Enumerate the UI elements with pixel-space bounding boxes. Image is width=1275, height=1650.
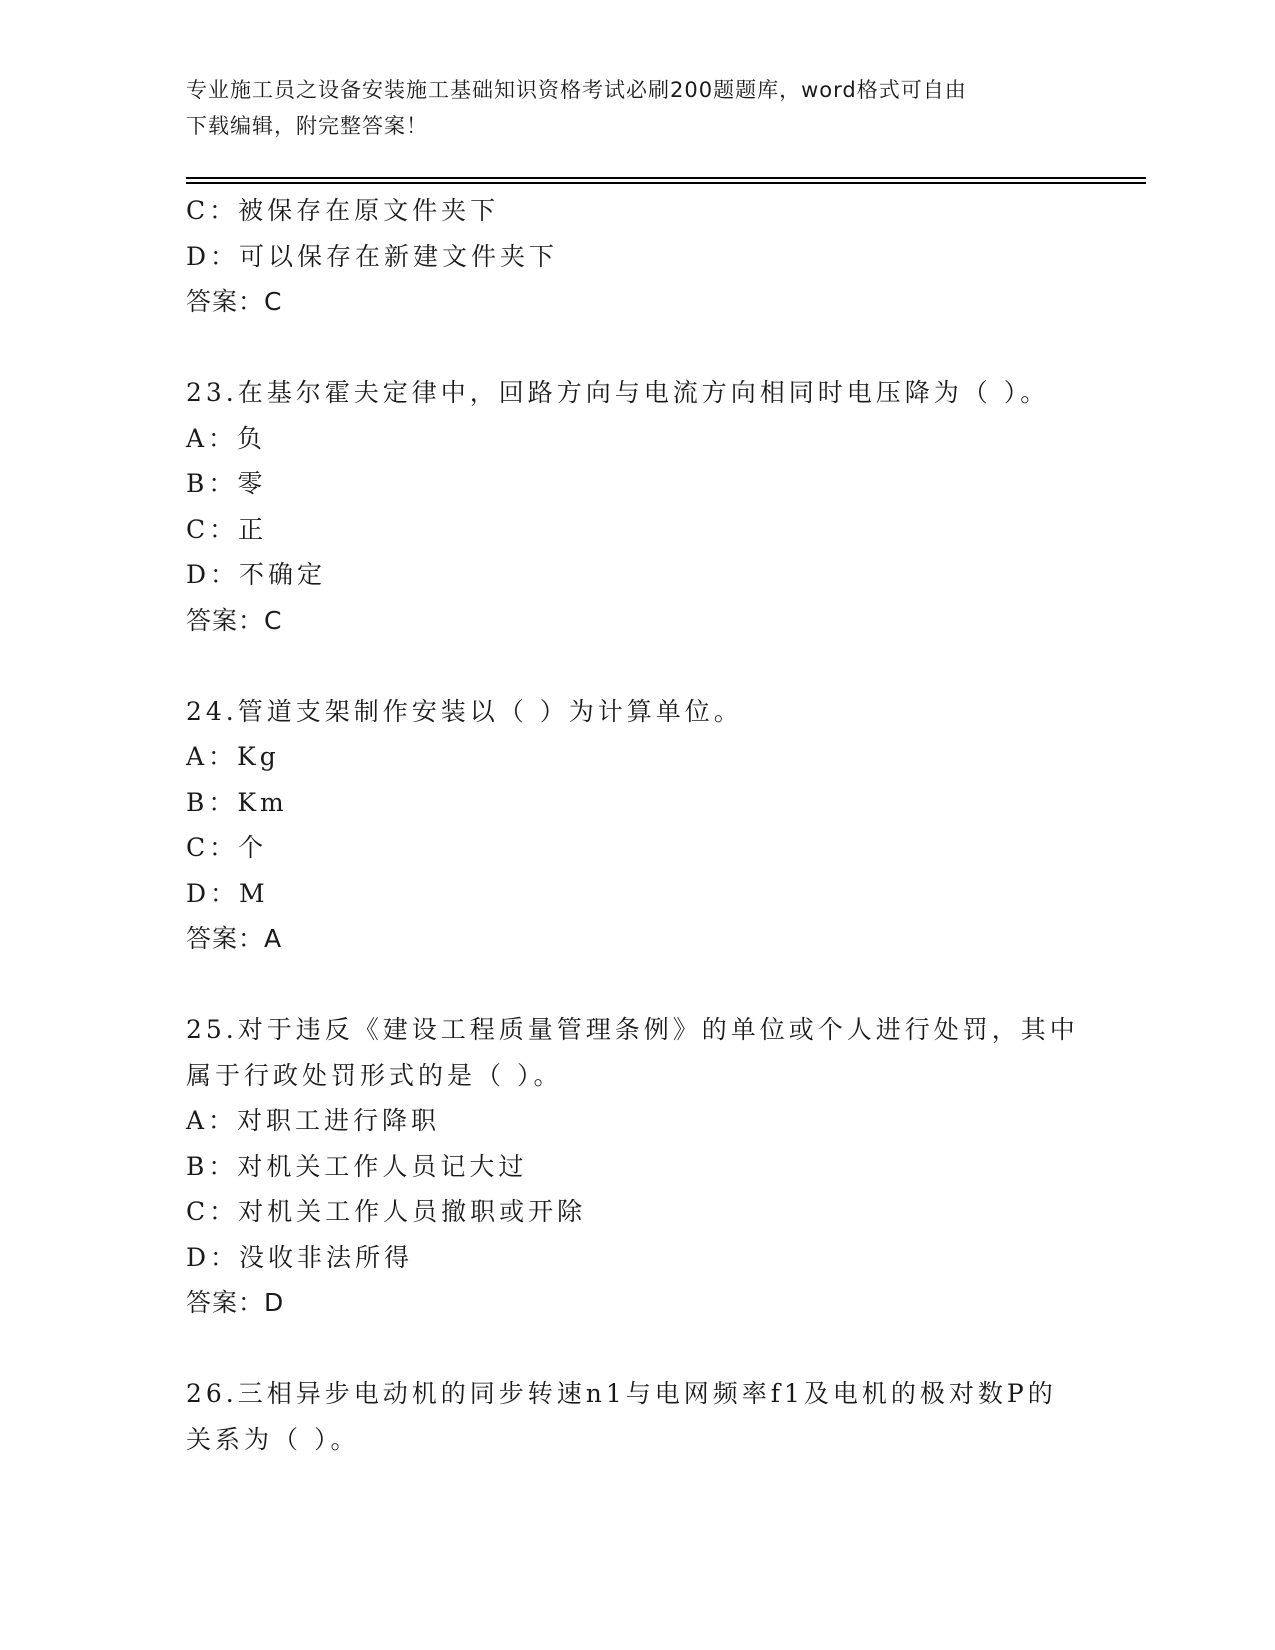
question-26 [186, 1371, 1086, 1462]
option-b: B：零 [186, 469, 267, 498]
question-25 [186, 1007, 1086, 1326]
question-text-line-1: 25.对于违反《建设工程质量管理条例》的单位或个人进行处罚，其中 [186, 1015, 1079, 1044]
question-text-line-2: 关系为（ ）。 [186, 1424, 360, 1454]
question-text-line-2: 属于行政处罚形式的是（ ）。 [186, 1060, 563, 1090]
option-c: C：个 [186, 833, 268, 862]
question-24 [186, 689, 1086, 962]
option-c: C：正 [186, 514, 268, 544]
option-a: A：Kg [186, 742, 280, 771]
spacer [186, 962, 1086, 1008]
question-text: 24.管道支架制作安装以（ ）为计算单位。 [186, 696, 743, 726]
question-text: 23.在基尔霍夫定律中，回路方向与电流方向相同时电压降为（ ）。 [186, 378, 1050, 407]
header-divider-bottom [186, 182, 1146, 184]
option-b: B：Km [186, 787, 288, 817]
answer-line: 答案：A [186, 924, 283, 953]
previous-question-block [186, 188, 1086, 325]
option-a: A：对职工进行降职 [186, 1106, 441, 1135]
question-text-line-1: 26.三相异步电动机的同步转速n1与电网频率f1及电机的极对数P的 [186, 1379, 1057, 1408]
header-title-line-2: 下载编辑，附完整答案！ [186, 114, 428, 138]
header-divider-top [186, 177, 1146, 179]
option-d: D：没收非法所得 [186, 1242, 414, 1272]
spacer [186, 643, 1086, 689]
option-d: D：不确定 [186, 560, 327, 589]
answer-line: 答案：C [186, 287, 283, 316]
answer-line: 答案：D [186, 1288, 285, 1317]
question-content [186, 188, 1086, 1462]
option-b: B：对机关工作人员记大过 [186, 1151, 528, 1181]
spacer [186, 325, 1086, 371]
option-d: D：M [186, 878, 269, 908]
option-c: C：对机关工作人员撤职或开除 [186, 1197, 587, 1226]
document-header [186, 72, 1086, 144]
question-23 [186, 370, 1086, 643]
option-d: D：可以保存在新建文件夹下 [186, 241, 559, 271]
header-title-line-1: 专业施工员之设备安装施工基础知识资格考试必刷200题题库，word格式可自由 [186, 78, 967, 102]
option-a: A：负 [186, 423, 267, 453]
answer-line: 答案：C [186, 605, 283, 635]
option-c: C：被保存在原文件夹下 [186, 196, 500, 225]
spacer [186, 1326, 1086, 1372]
